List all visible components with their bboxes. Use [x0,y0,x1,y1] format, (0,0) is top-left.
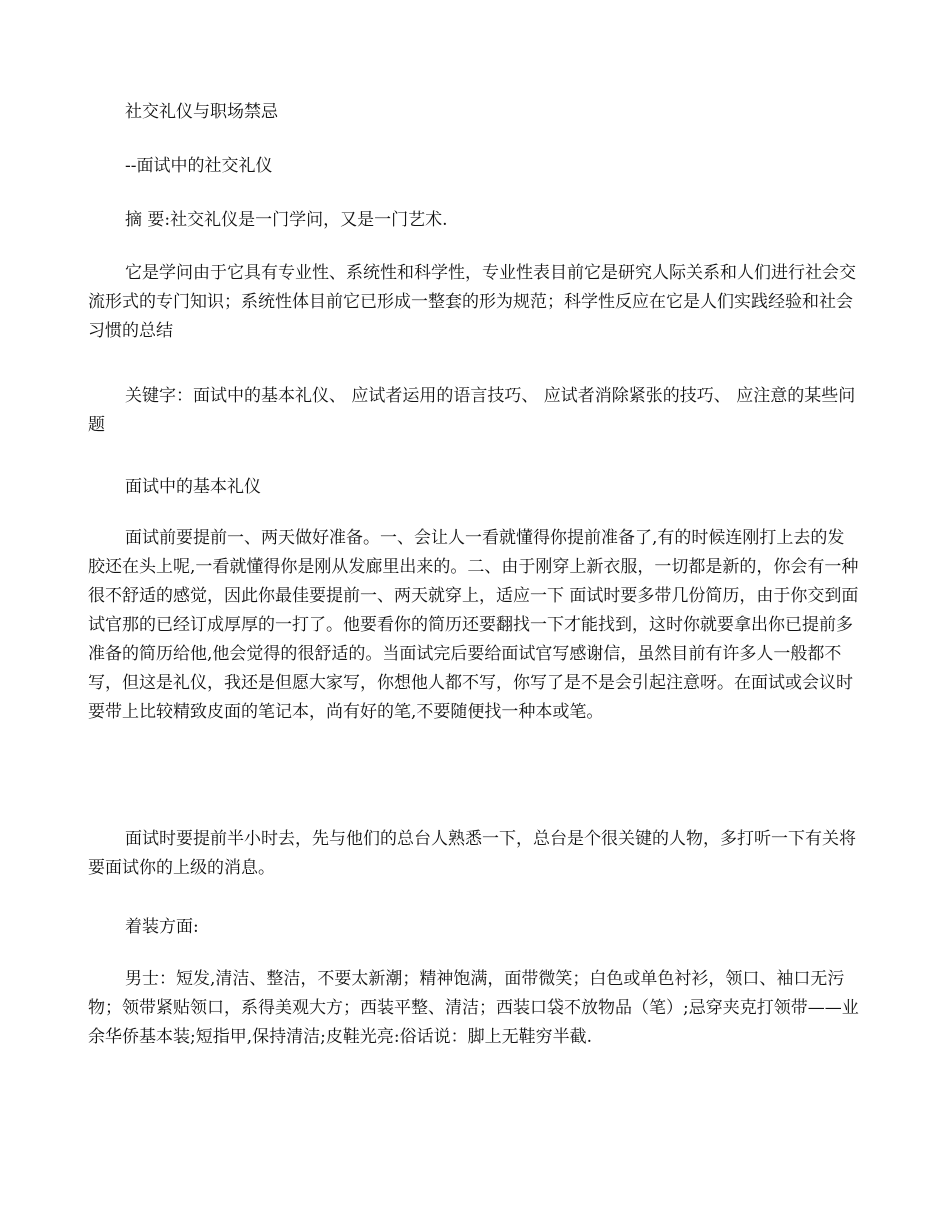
abstract-line: 摘 要:社交礼仪是一门学问，又是一门艺术. [125,210,448,230]
men-dress-paragraph: 男士：短发,清洁、整洁，不要太新潮；精神饱满，面带微笑；白色或单色衬衫，领口、袖口无污物；领带紧贴领口，系得美观大方；西装平整、清洁；西装口袋不放物品（笔）;忌穿夹克打领带——业余华侨基本装;短指甲,保持清洁;皮鞋光亮:俗话说：脚上无鞋穷半截. [88,969,859,1047]
document-subtitle: --面试中的社交礼仪 [125,156,273,176]
section-heading: 面试中的基本礼仪 [125,477,261,497]
keywords-paragraph: 关键字：面试中的基本礼仪、 应试者运用的语言技巧、 应试者消除紧张的技巧、 应注意的某些问题 [88,386,856,435]
intro-paragraph: 它是学问由于它具有专业性、系统性和科学性，专业性表目前它是研究人际关系和人们进行社会交流形式的专门知识；系统性体目前它已形成一整套的形为规范；科学性反应在它是人们实践经验和社会习惯的总结 [88,263,856,341]
arrive-early-paragraph: 面试时要提前半小时去，先与他们的总台人熟悉一下，总台是个很关键的人物，多打听一下有关将要面试你的上级的消息。 [88,829,856,878]
dress-heading: 着装方面: [125,917,199,937]
preparation-paragraph: 面试前要提前一、两天做好准备。一、会让人一看就懂得你提前准备了,有的时候连刚打上去的发胶还在头上呢,一看就懂得你是刚从发廊里出来的。二、由于刚穿上新衣服，一切都是新的，你会有一种很不舒适的感觉，因此你最佳要提前一、两天就穿上，适应一下 面试时要多带几份简历，由于你交到面试官那的已经订成厚厚的一打了。他要看你的简历还要翻找一下才能找到，这时你就要拿出你已提前多准备的简历给他,他会觉得的很舒适的。当面试完后要给面试官写感谢信，虽然目前有许多人一般都不写，但这是礼仪，我还是但愿大家写，你想他人都不写，你写了是不是会引起注意呀。在面试或会议时要带上比较精致皮面的笔记本，尚有好的笔,不要随便找一种本或笔。 [88,528,859,722]
document-title: 社交礼仪与职场禁忌 [125,102,278,122]
